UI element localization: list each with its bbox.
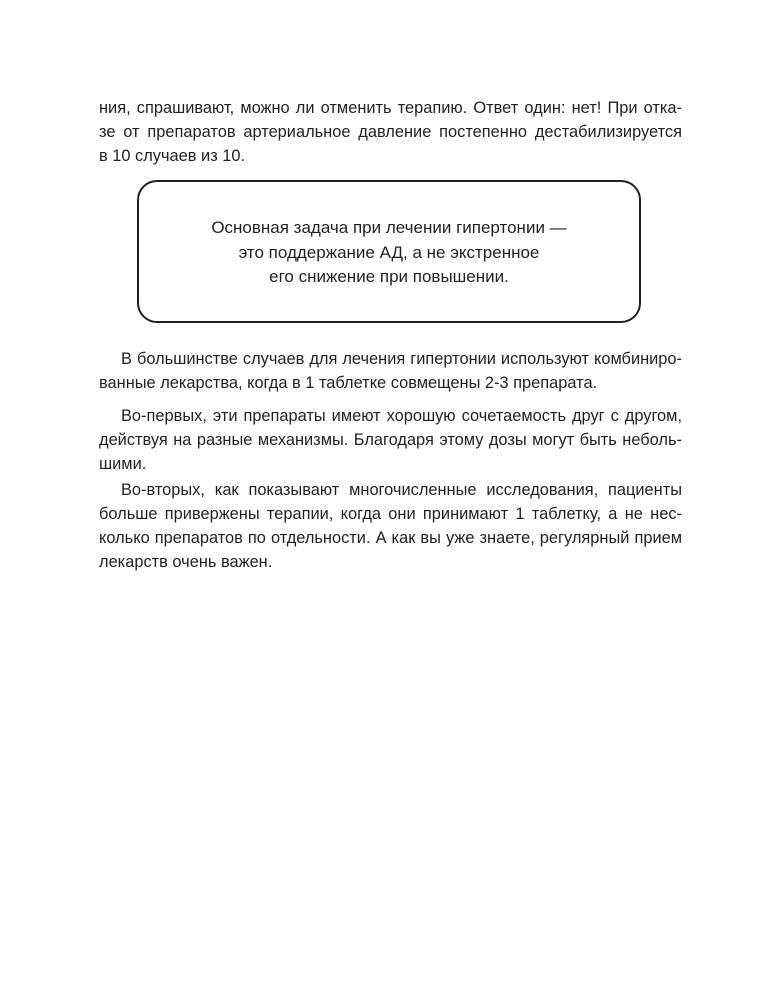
- paragraph-1-line-2: зе от препаратов артериальное давление постепенно дестабилизируется: [99, 123, 682, 141]
- paragraph-3-line-1: Во-первых, эти препараты имеют хорошую сочетаемость друг с другом,: [121, 407, 682, 425]
- callout-line-2: это поддержание АД, а не экстренное: [238, 242, 540, 262]
- paragraph-1: [99, 96, 682, 168]
- callout-box: [137, 180, 641, 323]
- paragraph-2-line-2: ванные лекарства, когда в 1 таблетке совмещены 2-3 препарата.: [99, 374, 598, 392]
- paragraph-2-line-1: В большинстве случаев для лечения гипертонии используют комбиниро-: [121, 350, 682, 368]
- paragraph-4-line-1: Во-вторых, как показывают многочисленные исследования, пациенты: [121, 481, 682, 499]
- paragraph-3-line-2: действуя на разные механизмы. Благодаря этому дозы могут быть неболь-: [99, 431, 682, 449]
- paragraph-3: [99, 404, 682, 476]
- paragraph-1-line-1: ния, спрашивают, можно ли отменить терапию. Ответ один: нет! При отка-: [99, 99, 682, 117]
- paragraph-4-line-3: колько препаратов по отдельности. А как вы уже знаете, регулярный прием: [99, 529, 682, 547]
- callout-line-3: его снижение при повышении.: [269, 267, 509, 286]
- paragraph-1-line-3: в 10 случаев из 10.: [99, 147, 246, 165]
- callout-text: [139, 216, 639, 290]
- paragraph-2: [99, 347, 682, 395]
- paragraph-4: [99, 478, 682, 574]
- paragraph-4-line-4: лекарств очень важен.: [99, 553, 273, 571]
- paragraph-4-line-2: больше привержены терапии, когда они принимают 1 таблетку, а не нес-: [99, 505, 682, 523]
- paragraph-3-line-3: шими.: [99, 455, 147, 473]
- callout-line-1: Основная задача при лечении гипертонии —: [211, 218, 567, 237]
